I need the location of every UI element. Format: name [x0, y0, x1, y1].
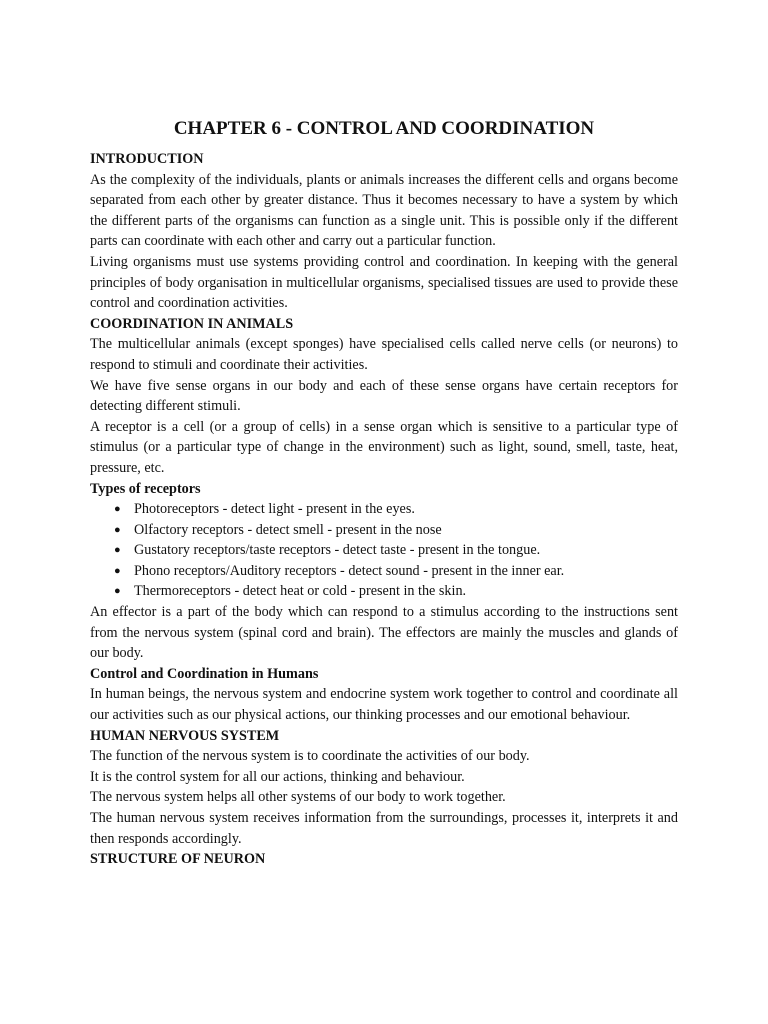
page-content [90, 117, 678, 870]
section-heading-introduction: INTRODUCTION [90, 151, 204, 167]
section-heading-control-in-humans: Control and Coordination in Humans [90, 665, 319, 682]
bullet-icon: ● [114, 564, 121, 577]
humans-paragraph-1: In human beings, the nervous system and endocrine system work together to control and coordinate all our activities such as our physical actions, our thinking processes and our emotional behaviour. [90, 686, 678, 724]
list-item [114, 520, 678, 541]
bullet-icon: ● [114, 544, 121, 557]
animals-paragraph-2: We have five sense organs in our body and each of these sense organs have certain receptors for detecting different stimuli. [90, 377, 678, 415]
list-item-text: Olfactory receptors - detect smell - present in the nose [134, 521, 442, 538]
section-heading-types-of-receptors: Types of receptors [90, 480, 201, 497]
nervous-paragraph-1: The function of the nervous system is to coordinate the activities of our body. [90, 748, 530, 765]
bullet-icon: ● [114, 523, 121, 536]
section-heading-structure-of-neuron: STRUCTURE OF NEURON [90, 851, 266, 868]
chapter-title: CHAPTER 6 - CONTROL AND COORDINATION [173, 118, 595, 139]
section-heading-coordination-in-animals: COORDINATION IN ANIMALS [90, 315, 294, 332]
bullet-icon: ● [114, 585, 121, 598]
list-item [114, 581, 678, 602]
list-item [114, 540, 678, 561]
effector-paragraph: An effector is a part of the body which can respond to a stimulus according to the instructions sent from the nervous system (spinal cord and brain). The effectors are mainly the muscles and glands of our body. [90, 604, 678, 662]
nervous-paragraph-2: It is the control system for all our actions, thinking and behaviour. [90, 768, 465, 785]
animals-paragraph-1: The multicellular animals (except sponges) have specialised cells called nerve cells (or neurons) to respond to stimuli and coordinate their activities. [90, 336, 678, 373]
list-item-text: Phono receptors/Auditory receptors - detect sound - present in the inner ear. [134, 562, 565, 579]
list-item-text: Photoreceptors - detect light - present in the eyes. [134, 501, 415, 518]
section-heading-human-nervous-system: HUMAN NERVOUS SYSTEM [90, 727, 280, 744]
bullet-icon: ● [114, 503, 121, 516]
list-item-text: Thermoreceptors - detect heat or cold - present in the skin. [134, 583, 467, 600]
list-item [114, 499, 678, 520]
nervous-paragraph-4: The human nervous system receives information from the surroundings, processes it, interprets it and then responds accordingly. [90, 810, 678, 847]
list-item [114, 561, 678, 582]
list-item-text: Gustatory receptors/taste receptors - detect taste - present in the tongue. [134, 542, 541, 559]
receptor-list [90, 499, 678, 602]
intro-paragraph-1: As the complexity of the individuals, plants or animals increases the different cells and organs become separated from each other by greater distance. Thus it becomes necessary to have a system by which the different parts of the organisms can function as a single unit. This is possible only if the different parts can coordinate with each other and carry out a particular function. [90, 171, 678, 250]
intro-paragraph-2: Living organisms must use systems providing control and coordination. In keeping with the general principles of body organisation in multicellular organisms, specialised tissues are used to provide these control and coordination activities. [90, 253, 678, 312]
animals-paragraph-3: A receptor is a cell (or a group of cells) in a sense organ which is sensitive to a particular type of stimulus (or a particular type of change in the environment) such as light, sound, smell, taste, heat, pressure, etc. [90, 418, 678, 476]
body-text [90, 149, 678, 870]
nervous-paragraph-3: The nervous system helps all other systems of our body to work together. [90, 789, 506, 806]
